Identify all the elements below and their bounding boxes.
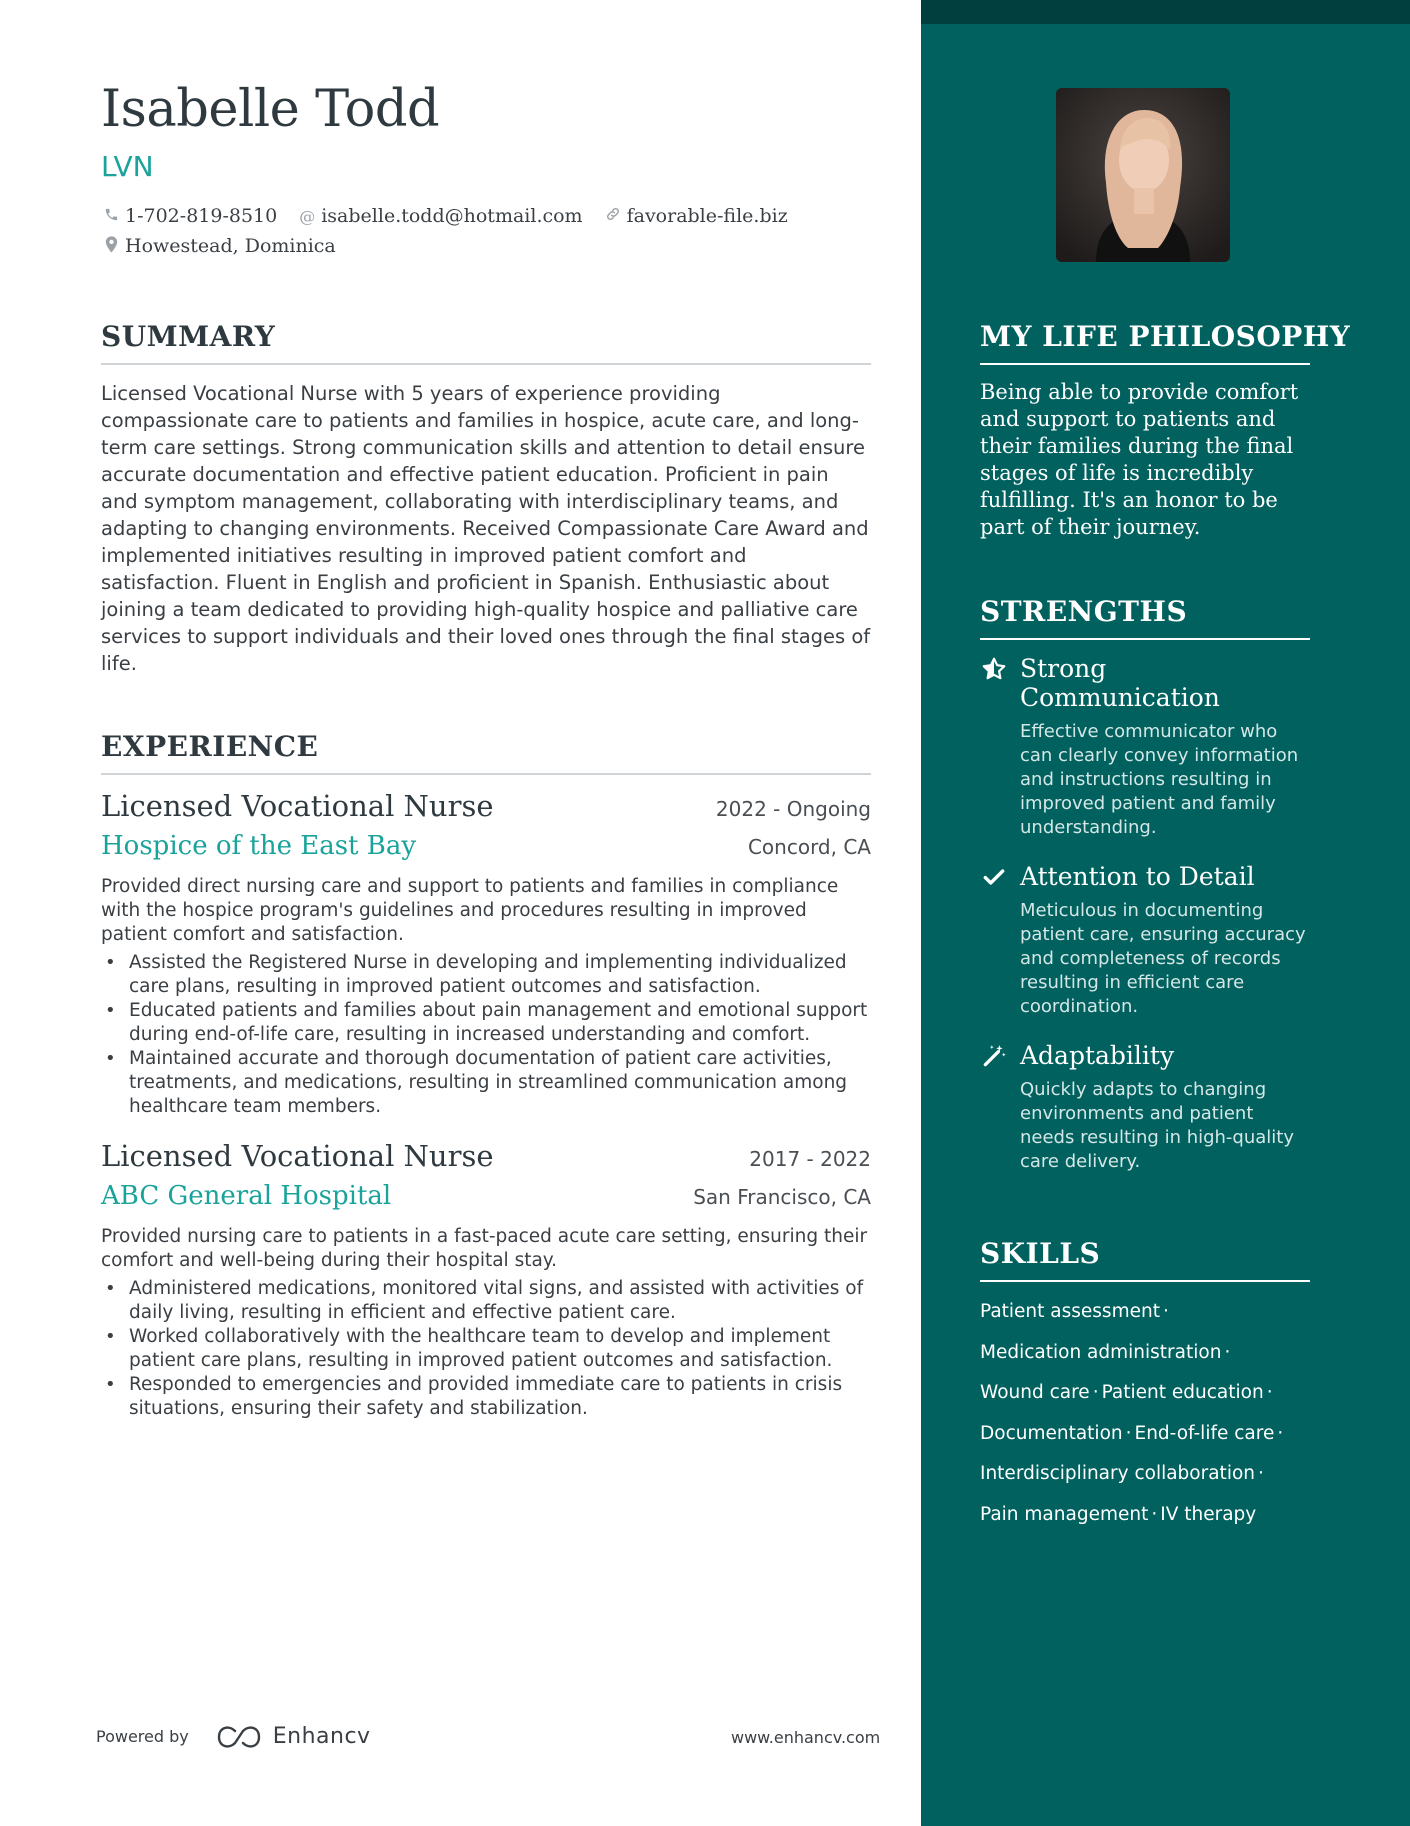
phone-text: 1-702-819-8510 bbox=[125, 205, 278, 227]
job-bullet: • Responded to emergencies and provided immediate care to patients in crisis situations, ensuring their safety and stabilization. bbox=[101, 1373, 871, 1421]
philosophy-divider bbox=[980, 363, 1310, 365]
skill-item: Pain management bbox=[980, 1503, 1149, 1525]
footer-branding bbox=[96, 1724, 371, 1749]
strength-description: Effective communicator who can clearly convey information and instructions resulting in improved patient and family understanding. bbox=[1020, 721, 1299, 838]
strengths-divider bbox=[980, 638, 1310, 640]
job-title: Licensed Vocational Nurse bbox=[101, 789, 494, 823]
footer-url[interactable]: www.enhancv.com bbox=[731, 1728, 881, 1747]
skills-section bbox=[980, 1237, 1310, 1535]
sidebar bbox=[921, 0, 1410, 1826]
job-bullets bbox=[101, 951, 871, 1119]
location-pin-icon bbox=[101, 236, 121, 257]
skill-item: End-of-life care bbox=[1134, 1422, 1275, 1444]
strength-description: Meticulous in documenting patient care, ensuring accuracy and completeness of records resulting in efficient care coordination. bbox=[1020, 900, 1306, 1017]
contact-location bbox=[101, 235, 336, 257]
philosophy-title: MY LIFE PHILOSOPHY bbox=[980, 320, 1351, 353]
email-text: isabelle.todd@hotmail.com bbox=[321, 205, 583, 227]
skills-divider bbox=[980, 1280, 1310, 1282]
phone-icon bbox=[101, 207, 121, 226]
strength-item bbox=[980, 862, 1310, 1019]
job-bullet: • Worked collaboratively with the healthcare team to develop and implement patient care plans, resulting in improved patient outcomes and satisfaction. bbox=[101, 1325, 871, 1373]
sidebar-top-band bbox=[921, 0, 1410, 24]
strength-title: Attention to Detail bbox=[1020, 862, 1255, 891]
location-text: Howestead, Dominica bbox=[125, 235, 336, 257]
strengths-section bbox=[980, 595, 1310, 1174]
checkmark-icon bbox=[980, 864, 1008, 892]
link-icon bbox=[603, 206, 623, 226]
experience-title: EXPERIENCE bbox=[101, 730, 319, 763]
strength-title: Strong Communication bbox=[1020, 654, 1220, 712]
summary-divider bbox=[101, 363, 871, 365]
job-bullets bbox=[101, 1277, 871, 1421]
job-location: San Francisco, CA bbox=[693, 1185, 871, 1209]
summary-text: Licensed Vocational Nurse with 5 years of experience providing compassionate care to patients and families in hospice, acute care, and long-term care settings. Strong communication skills and attention to detail ensure accurate documentation and effective patient education. Proficient in pain and symptom management, collaborating with interdisciplinary teams, and adapting to changing environments. Received Compassionate Care Award and implemented initiatives resulting in improved patient comfort and satisfaction. Fluent in English and proficient in Spanish. Enthusiastic about joining a team dedicated to providing high-quality hospice and palliative care services to support individuals and their loved ones through the final stages of life. bbox=[101, 382, 871, 675]
skill-item: Medication administration bbox=[980, 1341, 1222, 1363]
strength-description: Quickly adapts to changing environments and patient needs resulting in high-quality care delivery. bbox=[1020, 1079, 1295, 1172]
skill-item: Wound care bbox=[980, 1382, 1090, 1403]
philosophy-section bbox=[980, 320, 1351, 541]
job-description: Provided nursing care to patients in a fast-paced acute care setting, ensuring their comfort and well-being during their hospital stay. bbox=[101, 1226, 868, 1271]
website-text: favorable-file.biz bbox=[626, 205, 788, 227]
job-entry bbox=[101, 789, 871, 1119]
summary-section bbox=[101, 320, 871, 677]
strength-title: Adaptability bbox=[1020, 1041, 1175, 1070]
contact-phone[interactable] bbox=[101, 205, 277, 227]
job-bullet: • Maintained accurate and thorough documentation of patient care activities, treatments, and medications, resulting in streamlined communication among healthcare team members. bbox=[101, 1047, 871, 1119]
skill-item: Interdisciplinary collaboration bbox=[980, 1463, 1255, 1484]
profile-photo bbox=[1056, 88, 1230, 262]
skill-item: Documentation bbox=[980, 1422, 1123, 1444]
star-icon bbox=[980, 656, 1008, 684]
enhancv-logo[interactable] bbox=[215, 1724, 371, 1749]
job-bullet: • Educated patients and families about pain management and emotional support during end-of-life care, resulting in increased understanding and comfort. bbox=[101, 999, 871, 1047]
job-bullet: • Administered medications, monitored vital signs, and assisted with activities of daily living, resulting in efficient and effective patient care. bbox=[101, 1277, 871, 1325]
powered-by-text: Powered by bbox=[96, 1727, 189, 1746]
job-dates: 2017 - 2022 bbox=[749, 1147, 871, 1171]
experience-divider bbox=[101, 773, 871, 775]
summary-title: SUMMARY bbox=[101, 320, 276, 353]
contact-info bbox=[101, 201, 871, 261]
skills-title: SKILLS bbox=[980, 1237, 1101, 1270]
job-entry bbox=[101, 1139, 871, 1421]
strength-item bbox=[980, 654, 1310, 840]
at-icon: @ bbox=[299, 206, 316, 226]
skill-item: Patient assessment bbox=[980, 1301, 1160, 1322]
job-dates: 2022 - Ongoing bbox=[715, 797, 871, 821]
enhancv-brand-text: Enhancv bbox=[272, 1724, 371, 1749]
strength-item bbox=[980, 1041, 1310, 1174]
philosophy-text: Being able to provide comfort and support to patients and their families during the final stages of life is incredibly fulfilling. It's an honor to be part of their journey. bbox=[980, 380, 1299, 539]
skill-item: IV therapy bbox=[1160, 1503, 1257, 1525]
strengths-title: STRENGTHS bbox=[980, 595, 1188, 628]
candidate-role: LVN bbox=[101, 150, 154, 183]
enhancv-logo-icon bbox=[215, 1725, 263, 1749]
candidate-name: Isabelle Todd bbox=[101, 80, 440, 139]
skill-item: Patient education bbox=[1101, 1382, 1264, 1403]
job-bullet: • Assisted the Registered Nurse in developing and implementing individualized care plans, resulting in improved patient outcomes and satisfaction. bbox=[101, 951, 871, 999]
job-location: Concord, CA bbox=[747, 835, 871, 859]
job-company: Hospice of the East Bay bbox=[101, 831, 417, 861]
magic-wand-icon bbox=[980, 1043, 1008, 1071]
job-company: ABC General Hospital bbox=[101, 1181, 392, 1211]
contact-website[interactable] bbox=[603, 205, 788, 227]
job-description: Provided direct nursing care and support to patients and families in compliance with the hospice program's guidelines and procedures resulting in improved patient comfort and satisfaction. bbox=[101, 876, 839, 945]
contact-email[interactable] bbox=[297, 205, 582, 227]
experience-section bbox=[101, 730, 871, 1421]
skills-list: Patient assessment · Medication administration · Wound care · Patient education · Documentation · End-of-life care · Interdisciplinary collaboration · Pain management · IV therapy bbox=[980, 1301, 1284, 1525]
job-title: Licensed Vocational Nurse bbox=[101, 1139, 494, 1173]
